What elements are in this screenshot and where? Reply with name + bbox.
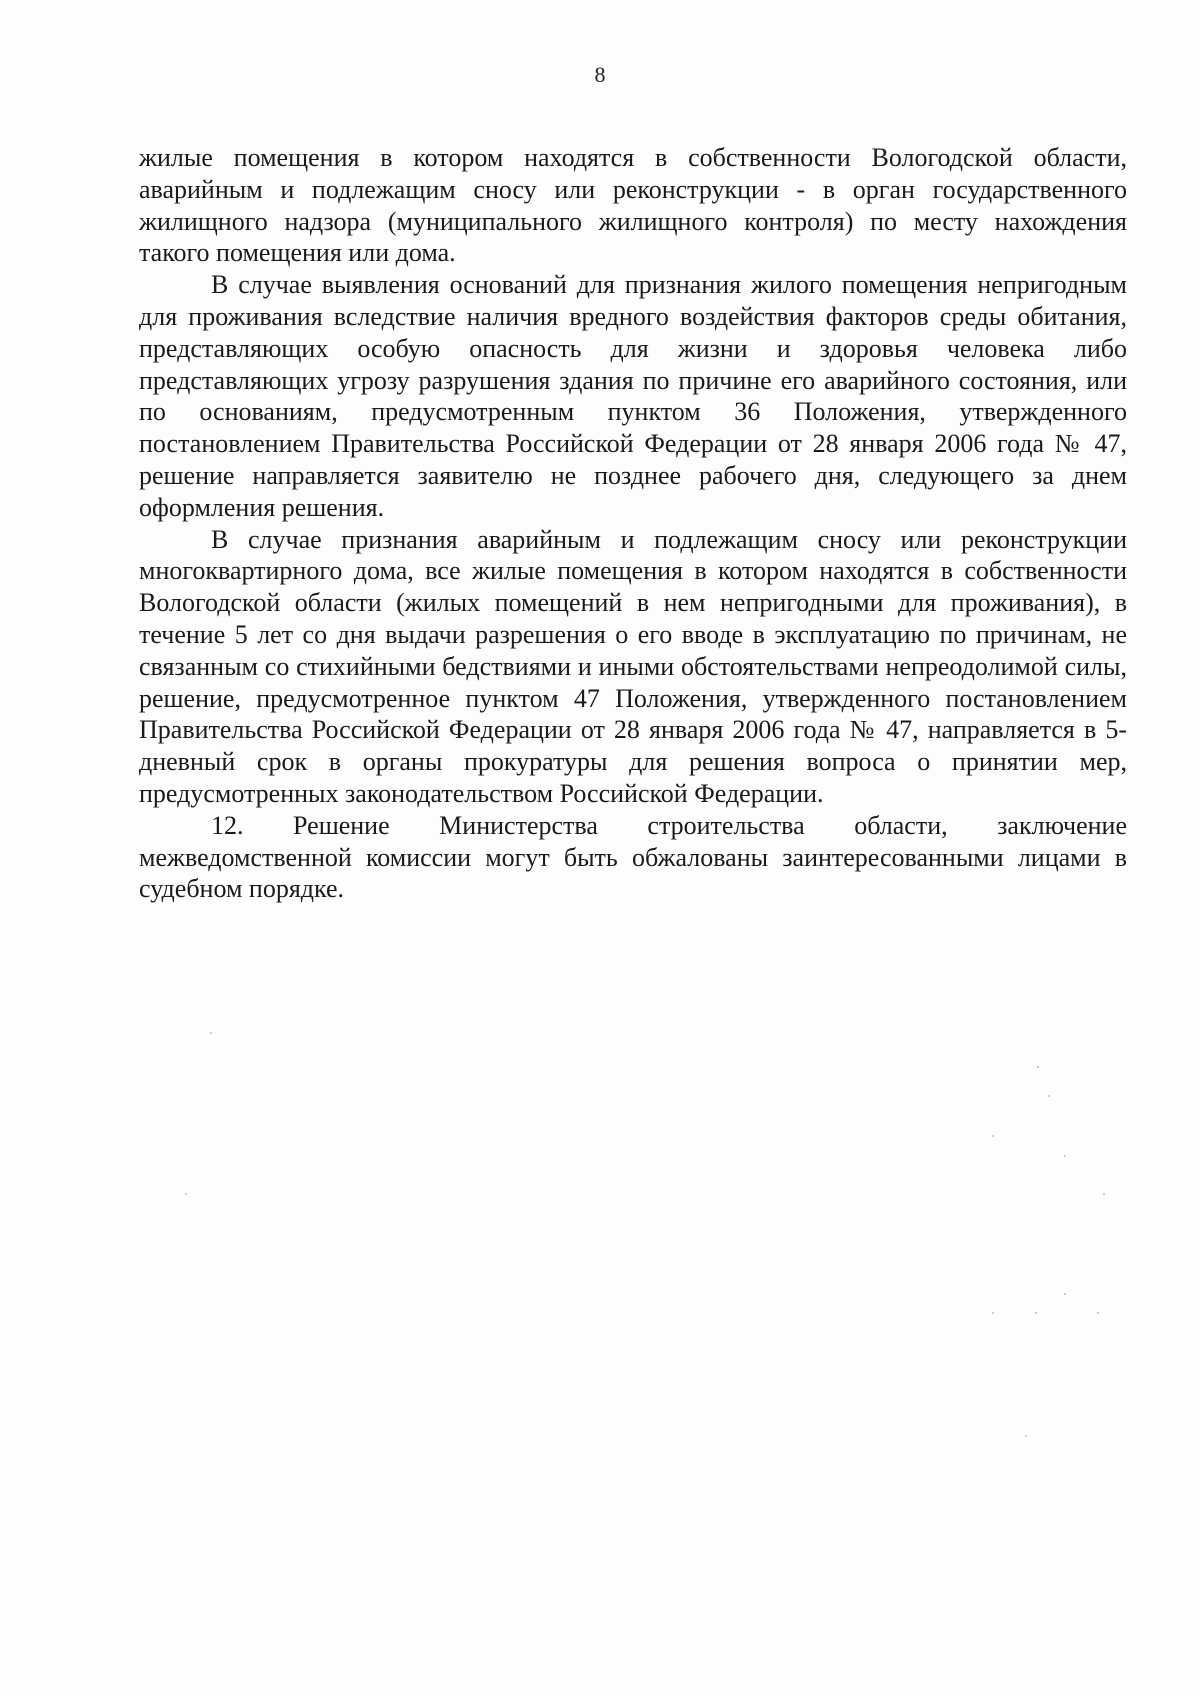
- scan-speck: [210, 1032, 212, 1034]
- scan-speck: [1103, 1193, 1105, 1195]
- scan-speck: [992, 1135, 994, 1137]
- scan-speck: [185, 1193, 187, 1195]
- scan-speck: [1035, 1312, 1037, 1314]
- paragraph-continuation: жилые помещения в котором находятся в собственности Вологодской области, аварийным и подлежащим сносу или реконструкции - в орган государственного жилищного надзора (муниципального жилищного контроля) по месту нахождения такого помещения или дома.: [139, 143, 1127, 268]
- paragraph-unfit-housing-decision: В случае выявления оснований для признания жилого помещения непригодным для проживания вследствие наличия вредного воздействия факторов среды обитания, представляющих особую опасность для жизни и здоровья человека либо представляющих угрозу разрушения здания по причине его аварийного состояния, или по основаниям, предусмотренным пунктом 36 Положения, утвержденного постановлением Правительства Российской Федерации от 28 января 2006 года № 47, решение направляется заявителю не позднее рабочего дня, следующего за днем оформления решения.: [139, 270, 1127, 522]
- paragraph-item-12-appeal: 12. Решение Министерства строительства области, заключение межведомственной комиссии могут быть обжалованы заинтересованными лицами в судебном порядке.: [139, 810, 1127, 904]
- paragraph-emergency-building-prosecution: В случае признания аварийным и подлежащим сносу или реконструкции многоквартирного дома, все жилые помещения в котором находятся в собственности Вологодской области (жилых помещений в нем непригодными для проживания), в течение 5 лет со дня выдачи разрешения о его вводе в эксплуатацию по причинам, не связанным со стихийными бедствиями и иными обстоятельствами непреодолимой силы, решение, предусмотренное пунктом 47 Положения, утвержденного постановлением Правительства Российской Федерации от 28 января 2006 года № 47, направляется в 5-дневный срок в органы прокуратуры для решения вопроса о принятии мер, предусмотренных законодательством Российской Федерации.: [139, 524, 1127, 808]
- scan-speck: [1025, 1435, 1027, 1437]
- scan-speck: [1064, 1293, 1066, 1295]
- scan-speck: [992, 1312, 994, 1314]
- scan-speck: [1097, 1312, 1099, 1314]
- scan-speck: [1037, 1066, 1039, 1068]
- document-body: [139, 142, 1127, 905]
- scan-speck: [1048, 1095, 1050, 1097]
- scan-speck: [1064, 1155, 1066, 1157]
- page-number: 8: [594, 62, 606, 87]
